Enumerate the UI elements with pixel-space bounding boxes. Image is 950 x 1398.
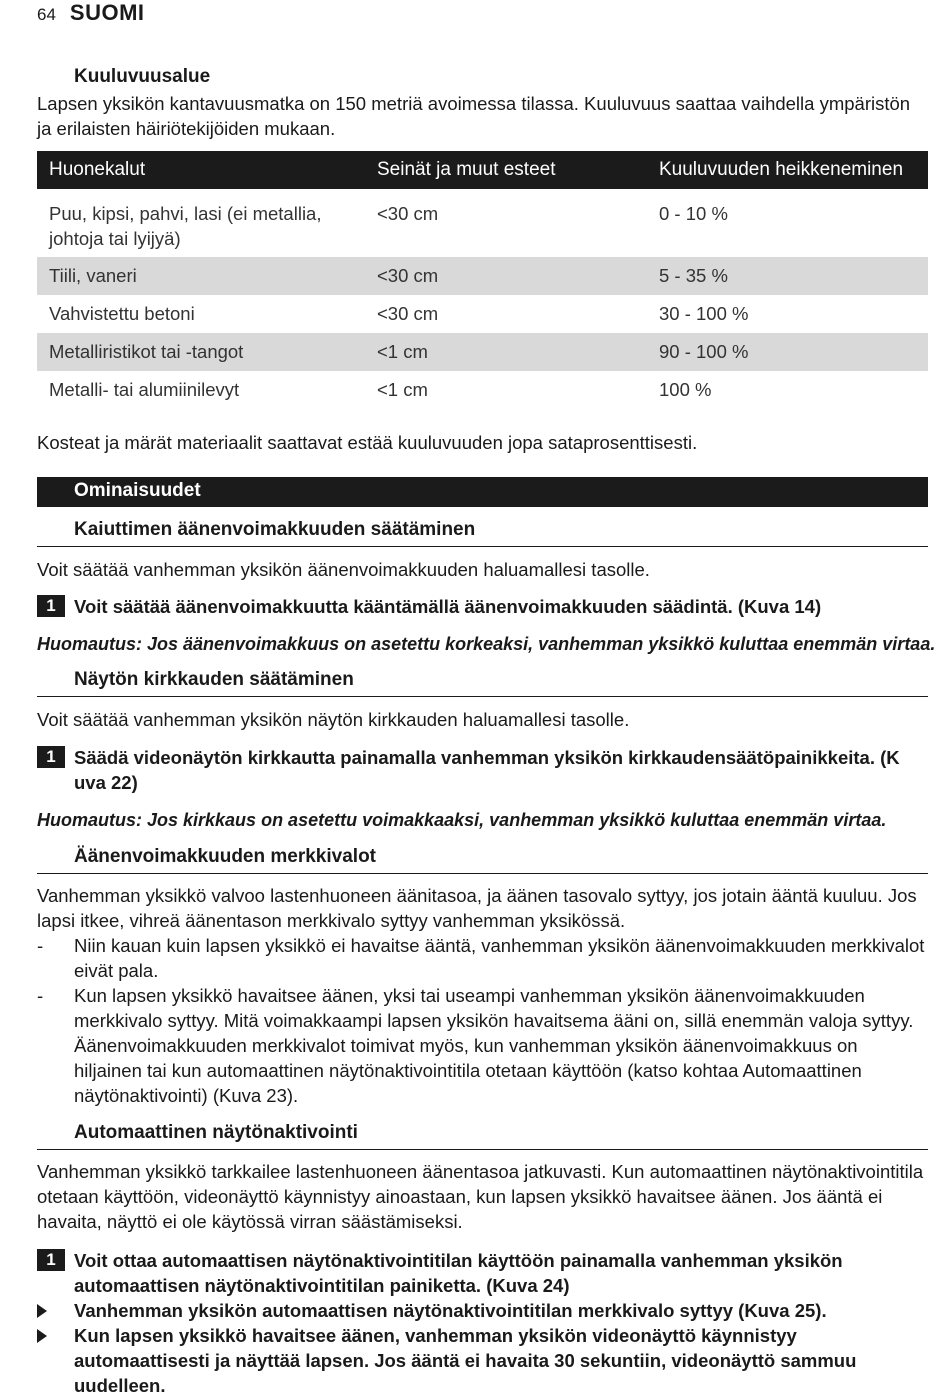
table-cell: 0 - 10 % — [659, 203, 728, 224]
table-row — [37, 295, 928, 333]
result-arrow-icon — [37, 1304, 47, 1318]
page-header — [37, 0, 145, 28]
dash-marker: - — [37, 985, 44, 1006]
table-cell: 100 % — [659, 379, 712, 400]
table-cell: <1 cm — [365, 333, 647, 371]
subsection-heading-volume — [37, 518, 928, 547]
table-cell: Metalliristikot tai -tangot — [37, 333, 365, 371]
result-text: Vanhemman yksikön automaattisen näytönaktivointitilan merkkivalo syttyy (Kuva 25). — [74, 1300, 827, 1321]
step-text: Voit säätää äänenvoimakkuutta kääntämällä äänenvoimakkuuden säädintä. (Kuva 14) — [74, 596, 822, 617]
lights-bullet — [37, 933, 928, 983]
table-header-cell: Huonekalut — [37, 151, 365, 189]
bullet-text: Niin kauan kuin lapsen yksikkö ei havaitse ääntä, vanhemman yksikön äänenvoimakkuuden merkkivalot eivät pala. — [74, 935, 925, 981]
table-cell: <30 cm — [377, 203, 439, 224]
table-cell: <1 cm — [377, 379, 428, 400]
table-cell: 30 - 100 % — [659, 303, 749, 324]
brightness-note: Huomautus: Jos kirkkaus on asetettu voimakkaaksi, vanhemman yksikkö kuluttaa enemmän virtaa. — [37, 810, 887, 830]
table-cell: <30 cm — [377, 303, 439, 324]
table-header-cell: Kuuluvuuden heikkeneminen — [647, 151, 928, 189]
lights-text: Vanhemman yksikkö valvoo lastenhuoneen äänitasoa, ja äänen tasovalo syttyy, jos jotain ääntä kuuluu. Jos lapsi itkee, vihreä äänentason merkkivalo syttyy vanhemman yksikössä. — [37, 885, 917, 931]
step-text: Voit ottaa automaattisen näytönaktivointitilan käyttöön painamalla vanhemman yksikön automaattisen näytönaktivointitilan painiketta. (Kuva 24) — [74, 1250, 843, 1296]
volume-text: Voit säätää vanhemman yksikön äänenvoimakkuuden haluamallesi tasolle. — [37, 559, 650, 580]
result-arrow-icon — [37, 1329, 47, 1343]
table-row — [37, 257, 928, 295]
brightness-step — [37, 745, 928, 795]
brightness-text: Voit säätää vanhemman yksikön näytön kirkkauden haluamallesi tasolle. — [37, 709, 630, 730]
auto-text: Vanhemman yksikkö tarkkailee lastenhuoneen äänentasoa jatkuvasti. Kun automaattinen näytönaktivointitila otetaan käyttöön, videonäyttö käynnistyy ainoastaan, kun lapsen yksikkö havaitsee äänen. Jos ääntä ei havaita, näyttö ei ole käytössä virran säästämiseksi. — [37, 1161, 924, 1232]
step-text: Säädä videonäytön kirkkautta painamalla vanhemman yksikön kirkkaudensäätöpainikkeita. (K uva 22) — [74, 747, 900, 793]
subsection-heading-lights — [37, 845, 928, 874]
language-title: SUOMI — [69, 0, 145, 25]
table-header-cell: Seinät ja muut esteet — [365, 151, 647, 189]
table-row — [37, 333, 928, 371]
table-cell: Vahvistettu betoni — [49, 303, 195, 324]
section-title: Ominaisuudet — [74, 480, 201, 501]
subsection-heading-brightness — [37, 668, 928, 697]
table-cell: Tiili, vaneri — [37, 257, 365, 295]
volume-step — [37, 594, 928, 619]
subsection-title: Automaattinen näytönaktivointi — [74, 1122, 358, 1143]
range-table — [37, 151, 928, 409]
range-intro: Lapsen yksikön kantavuusmatka on 150 metriä avoimessa tilassa. Kuuluvuus saattaa vaihdella ympäristön ja erilaisten häiriötekijöiden mukaan. — [37, 93, 911, 139]
table-row — [37, 189, 928, 257]
table-row — [37, 371, 928, 409]
range-footnote: Kosteat ja märät materiaalit saattavat estää kuuluvuuden jopa sataprosenttisesti. — [37, 432, 698, 453]
step-number: 1 — [37, 595, 65, 617]
subsection-title: Äänenvoimakkuuden merkkivalot — [74, 846, 376, 867]
table-cell: Metalli- tai alumiinilevyt — [49, 379, 240, 400]
subsection-title: Näytön kirkkauden säätäminen — [74, 669, 354, 690]
auto-result — [37, 1298, 928, 1323]
table-cell: Puu, kipsi, pahvi, lasi (ei metallia, johtoja tai lyijyä) — [49, 203, 322, 249]
dash-marker: - — [37, 935, 44, 956]
result-text: Kun lapsen yksikkö havaitsee äänen, vanhemman yksikön videonäyttö käynnistyy automaattisesti ja näyttää lapsen. Jos ääntä ei havaita 30 sekuntiin, videonäyttö sammuu uudelleen. — [74, 1325, 857, 1396]
subsection-title: Kaiuttimen äänenvoimakkuuden säätäminen — [74, 519, 476, 540]
table-cell: <30 cm — [365, 257, 647, 295]
table-header-row — [37, 151, 928, 189]
step-number: 1 — [37, 1249, 65, 1271]
subsection-heading-auto — [37, 1121, 928, 1150]
range-heading: Kuuluvuusalue — [74, 66, 211, 87]
lights-bullet — [37, 983, 928, 1108]
table-cell: 5 - 35 % — [647, 257, 928, 295]
auto-step — [37, 1248, 928, 1298]
step-number: 1 — [37, 746, 65, 768]
page-number: 64 — [37, 5, 56, 24]
section-bar — [37, 477, 928, 507]
volume-note: Huomautus: Jos äänenvoimakkuus on asetettu korkeaksi, vanhemman yksikkö kuluttaa enemmän virtaa. — [37, 634, 936, 654]
auto-result — [37, 1323, 928, 1398]
table-cell: 90 - 100 % — [647, 333, 928, 371]
bullet-text: Kun lapsen yksikkö havaitsee äänen, yksi tai useampi vanhemman yksikön äänenvoimakkuuden merkkivalo syttyy. Mitä voimakkaampi lapsen yksikön havaitsema ääni on, sillä enemmän valoja syttyy. Äänenvoimakkuuden merkkivalot toimivat myös, kun vanhemman yksikön äänenvoimakkuus on hiljainen tai kun automaattinen näytönaktivointitila otetaan käyttöön (katso kohtaa Automaattinen näytönaktivointi) (Kuva 23). — [74, 985, 914, 1106]
